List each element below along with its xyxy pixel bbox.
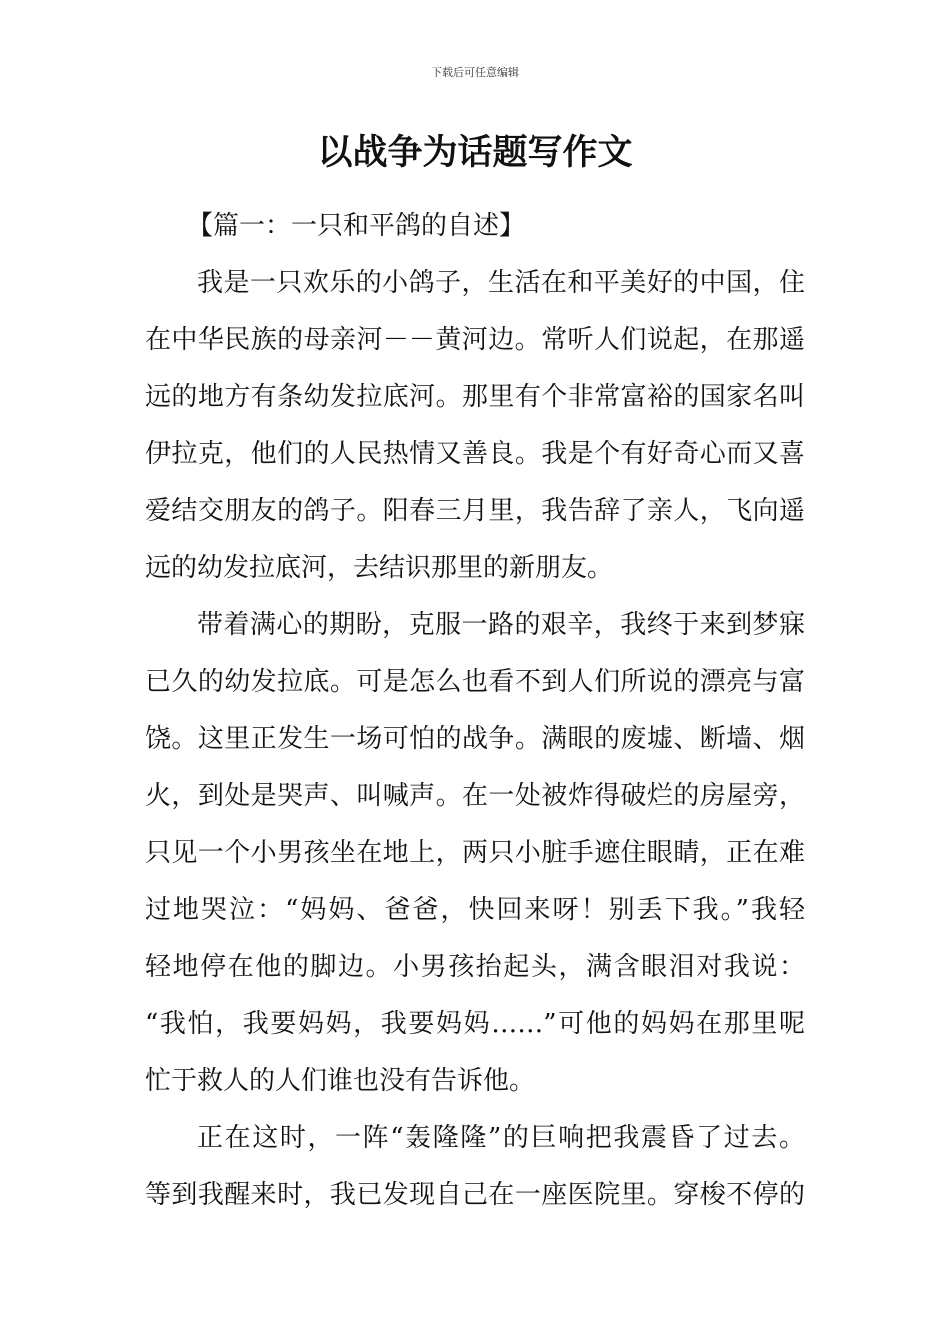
text-line: 远的幼发拉底河，去结识那里的新朋友。: [145, 553, 614, 583]
text-line: 火，到处是哭声、叫喊声。在一处被炸得破烂的房屋旁，: [145, 781, 805, 811]
text-line: “我怕，我要妈妈，我要妈妈……”可他的妈妈在那里呢: [145, 1009, 805, 1039]
text-line: 伊拉克，他们的人民热情又善良。我是个有好奇心而又喜: [145, 439, 805, 469]
document-title: 以战争为话题写作文: [317, 133, 633, 173]
section-heading: 【篇一：一只和平鸽的自述】: [187, 211, 526, 241]
text-line: 过地哭泣：“妈妈、爸爸，快回来呀！别丢下我。”我轻: [145, 895, 805, 925]
text-line: 等到我醒来时，我已发现自己在一座医院里。穿梭不停的: [145, 1180, 805, 1210]
text-line: 饶。这里正发生一场可怕的战争。满眼的废墟、断墙、烟: [145, 724, 805, 754]
paragraph-2: [145, 597, 805, 1110]
document-body: [145, 198, 805, 1224]
text-line: 带着满心的期盼，克服一路的艰辛，我终于来到梦寐: [197, 610, 805, 640]
text-line: 忙于救人的人们谁也没有告诉他。: [145, 1066, 536, 1096]
text-line: 只见一个小男孩坐在地上，两只小脏手遮住眼睛，正在难: [145, 838, 805, 868]
text-line: 在中华民族的母亲河－－黄河边。常听人们说起，在那遥: [145, 325, 805, 355]
text-line: 轻地停在他的脚边。小男孩抬起头，满含眼泪对我说：: [145, 952, 805, 982]
text-line: 爱结交朋友的鸽子。阳春三月里，我告辞了亲人，飞向遥: [145, 496, 805, 526]
paragraph-3: [145, 1110, 805, 1224]
text-line: 远的地方有条幼发拉底河。那里有个非常富裕的国家名叫: [145, 382, 805, 412]
page-header-note: 下载后可任意编辑: [431, 66, 519, 79]
text-line: 已久的幼发拉底。可是怎么也看不到人们所说的漂亮与富: [145, 667, 805, 697]
paragraph-1: [145, 255, 805, 597]
text-line: 正在这时，一阵“轰隆隆”的巨响把我震昏了过去。: [197, 1123, 805, 1153]
text-line: 我是一只欢乐的小鸽子，生活在和平美好的中国，住: [197, 268, 805, 298]
